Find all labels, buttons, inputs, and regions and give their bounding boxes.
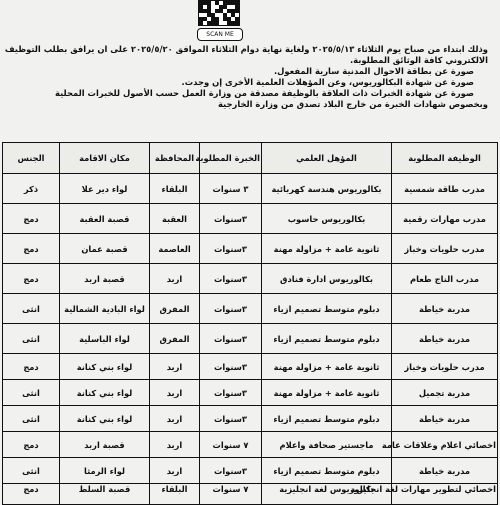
cell-residence: لواء بني كنانة — [60, 406, 150, 432]
table-row — [3, 264, 498, 294]
cell-job-title: مدرب مهارات رقمية — [392, 204, 498, 234]
table-row — [3, 380, 498, 406]
document-requirement: صورة عن بطاقة الاحوال المدنية سارية المفعول. — [273, 66, 474, 76]
cell-qualification: دبلوم متوسط تصميم ازياء — [262, 406, 392, 432]
cell-experience: ٣سنوات — [200, 354, 262, 380]
cell-qualification: بكالوريوس هندسة كهربائية — [262, 174, 392, 204]
document-requirement: صورة عن شهادة البكالوريوس، وعن المؤهلات العلمية الأخرى إن وجدت. — [181, 77, 474, 87]
cell-job-title: مدرب حلويات وخباز — [392, 234, 498, 264]
cell-experience: ٣سنوات — [200, 204, 262, 234]
cell-experience: ٧ سنوات — [200, 432, 262, 458]
cell-gender: انثى — [3, 406, 60, 432]
cell-qualification: بكالوريوس لغة انجليزية — [262, 484, 392, 505]
cell-governorate: اربد — [150, 354, 200, 380]
cell-residence: قصبة اربد — [60, 432, 150, 458]
qr-scan-label: SCAN ME — [197, 28, 243, 41]
cell-governorate: البلقاء — [150, 174, 200, 204]
cell-governorate: البلقاء — [150, 484, 200, 505]
qr-module — [199, 21, 203, 25]
cell-gender: انثى — [3, 324, 60, 354]
table-row — [3, 458, 498, 484]
cell-experience: ٣سنوات — [200, 458, 262, 484]
header-qualification: المؤهل العلمي — [262, 143, 392, 174]
cell-qualification: ثانوية عامة + مزاولة مهنة — [262, 380, 392, 406]
cell-residence: قصبة السلط — [60, 484, 150, 505]
cell-job-title: مدربة خياطة — [392, 294, 498, 324]
table-row — [3, 294, 498, 324]
table-row — [3, 484, 498, 505]
cell-governorate: اربد — [150, 406, 200, 432]
header-experience: الخبرة المطلوبة — [200, 143, 262, 174]
table-row — [3, 406, 498, 432]
cell-qualification: ثانوية عامة + مزاولة مهنة — [262, 354, 392, 380]
cell-experience: ٣ سنوات — [200, 174, 262, 204]
cell-gender: دمج — [3, 234, 60, 264]
cell-experience: ٣سنوات — [200, 294, 262, 324]
cell-gender: دمج — [3, 484, 60, 505]
cell-experience: ٧ سنوات — [200, 484, 262, 505]
jobs-table — [2, 142, 498, 505]
qr-module — [215, 21, 219, 25]
cell-governorate: العقبة — [150, 204, 200, 234]
cell-governorate: اربد — [150, 264, 200, 294]
header-residence: مكان الاقامة — [60, 143, 150, 174]
cell-job-title: اخصائي لتطوير مهارات لغة انجليزية — [392, 484, 498, 505]
header-gender: الجنس — [3, 143, 60, 174]
qr-code — [198, 0, 240, 26]
cell-governorate: المفرق — [150, 324, 200, 354]
qr-module — [235, 9, 239, 13]
cell-qualification: ثانوية عامة + مزاولة مهنة — [262, 234, 392, 264]
document-requirement: صورة عن شهادة الخبرات ذات العلاقة بالوظيفة مصدقة من وزارة العمل حسب الأصول للخبرات المحلية — [55, 88, 474, 98]
cell-job-title: اخصائي اعلام وعلاقات عامة — [392, 432, 498, 458]
cell-gender: انثى — [3, 458, 60, 484]
cell-residence: لواء دير علا — [60, 174, 150, 204]
cell-job-title: مدرب الناج طعام — [392, 264, 498, 294]
cell-residence: لواء الباسلية — [60, 324, 150, 354]
table-row — [3, 354, 498, 380]
table-row — [3, 432, 498, 458]
qr-module — [235, 21, 239, 25]
cell-residence: لواء بني كنانة — [60, 354, 150, 380]
cell-experience: ٣سنوات — [200, 324, 262, 354]
cell-residence: لواء الرمثا — [60, 458, 150, 484]
intro-line: الالكتروني كافة الوثائق المطلوبة. — [349, 55, 488, 65]
intro-line: وبخصوص شهادات الخبرة من خارج البلاد تصدق من وزارة الخارجية — [217, 99, 488, 109]
cell-governorate: اربد — [150, 458, 200, 484]
table-row — [3, 324, 498, 354]
cell-governorate: المفرق — [150, 294, 200, 324]
table-row — [3, 204, 498, 234]
announcement-text — [4, 44, 488, 110]
cell-gender: دمج — [3, 432, 60, 458]
cell-gender: دمج — [3, 264, 60, 294]
cell-gender: انثى — [3, 294, 60, 324]
cell-governorate: اربد — [150, 380, 200, 406]
cell-gender: دمج — [3, 204, 60, 234]
cell-job-title: مدرب حلويات وخباز — [392, 354, 498, 380]
cell-residence: قصبة العقبة — [60, 204, 150, 234]
cell-qualification: دبلوم متوسط تصميم ازياء — [262, 458, 392, 484]
cell-gender: دمج — [3, 354, 60, 380]
cell-residence: قصبة اربد — [60, 264, 150, 294]
cell-residence: لواء البادية الشمالية — [60, 294, 150, 324]
cell-job-title: مدرب طاقة شمسية — [392, 174, 498, 204]
cell-gender: ذكر — [3, 174, 60, 204]
cell-governorate: العاصمة — [150, 234, 200, 264]
header-governorate: المحافظة — [150, 143, 200, 174]
cell-qualification: دبلوم متوسط تصميم ازياء — [262, 324, 392, 354]
cell-experience: ٣سنوات — [200, 406, 262, 432]
cell-gender: انثى — [3, 380, 60, 406]
table-row — [3, 234, 498, 264]
cell-qualification: بكالوريوس حاسوب — [262, 204, 392, 234]
table-header-row — [3, 143, 498, 174]
cell-experience: ٣سنوات — [200, 264, 262, 294]
cell-job-title: مدربة خياطة — [392, 458, 498, 484]
cell-qualification: بكالوريوس ادارة فنادق — [262, 264, 392, 294]
cell-experience: ٣سنوات — [200, 380, 262, 406]
cell-governorate: اربد — [150, 432, 200, 458]
cell-residence: لواء بني كنانة — [60, 380, 150, 406]
cell-job-title: مدربة تجميل — [392, 380, 498, 406]
cell-qualification: ماجستير صحافة واعلام — [262, 432, 392, 458]
intro-line: وذلك ابتداء من صباح يوم الثلاثاء ٢٠٢٥/٥/١٣ ولغاية نهاية دوام الثلاثاء الموافق ٢٠٢٥/٥/٢٠ على ان يرافق بطلب التوظيف — [4, 44, 488, 54]
table-row — [3, 174, 498, 204]
cell-job-title: مدربة خياطة — [392, 406, 498, 432]
cell-experience: ٣سنوات — [200, 234, 262, 264]
cell-residence: قصبة عمان — [60, 234, 150, 264]
cell-job-title: مدربة خياطة — [392, 324, 498, 354]
header-job-title: الوظيفة المطلوبة — [392, 143, 498, 174]
cell-qualification: دبلوم متوسط تصميم ازياء — [262, 294, 392, 324]
